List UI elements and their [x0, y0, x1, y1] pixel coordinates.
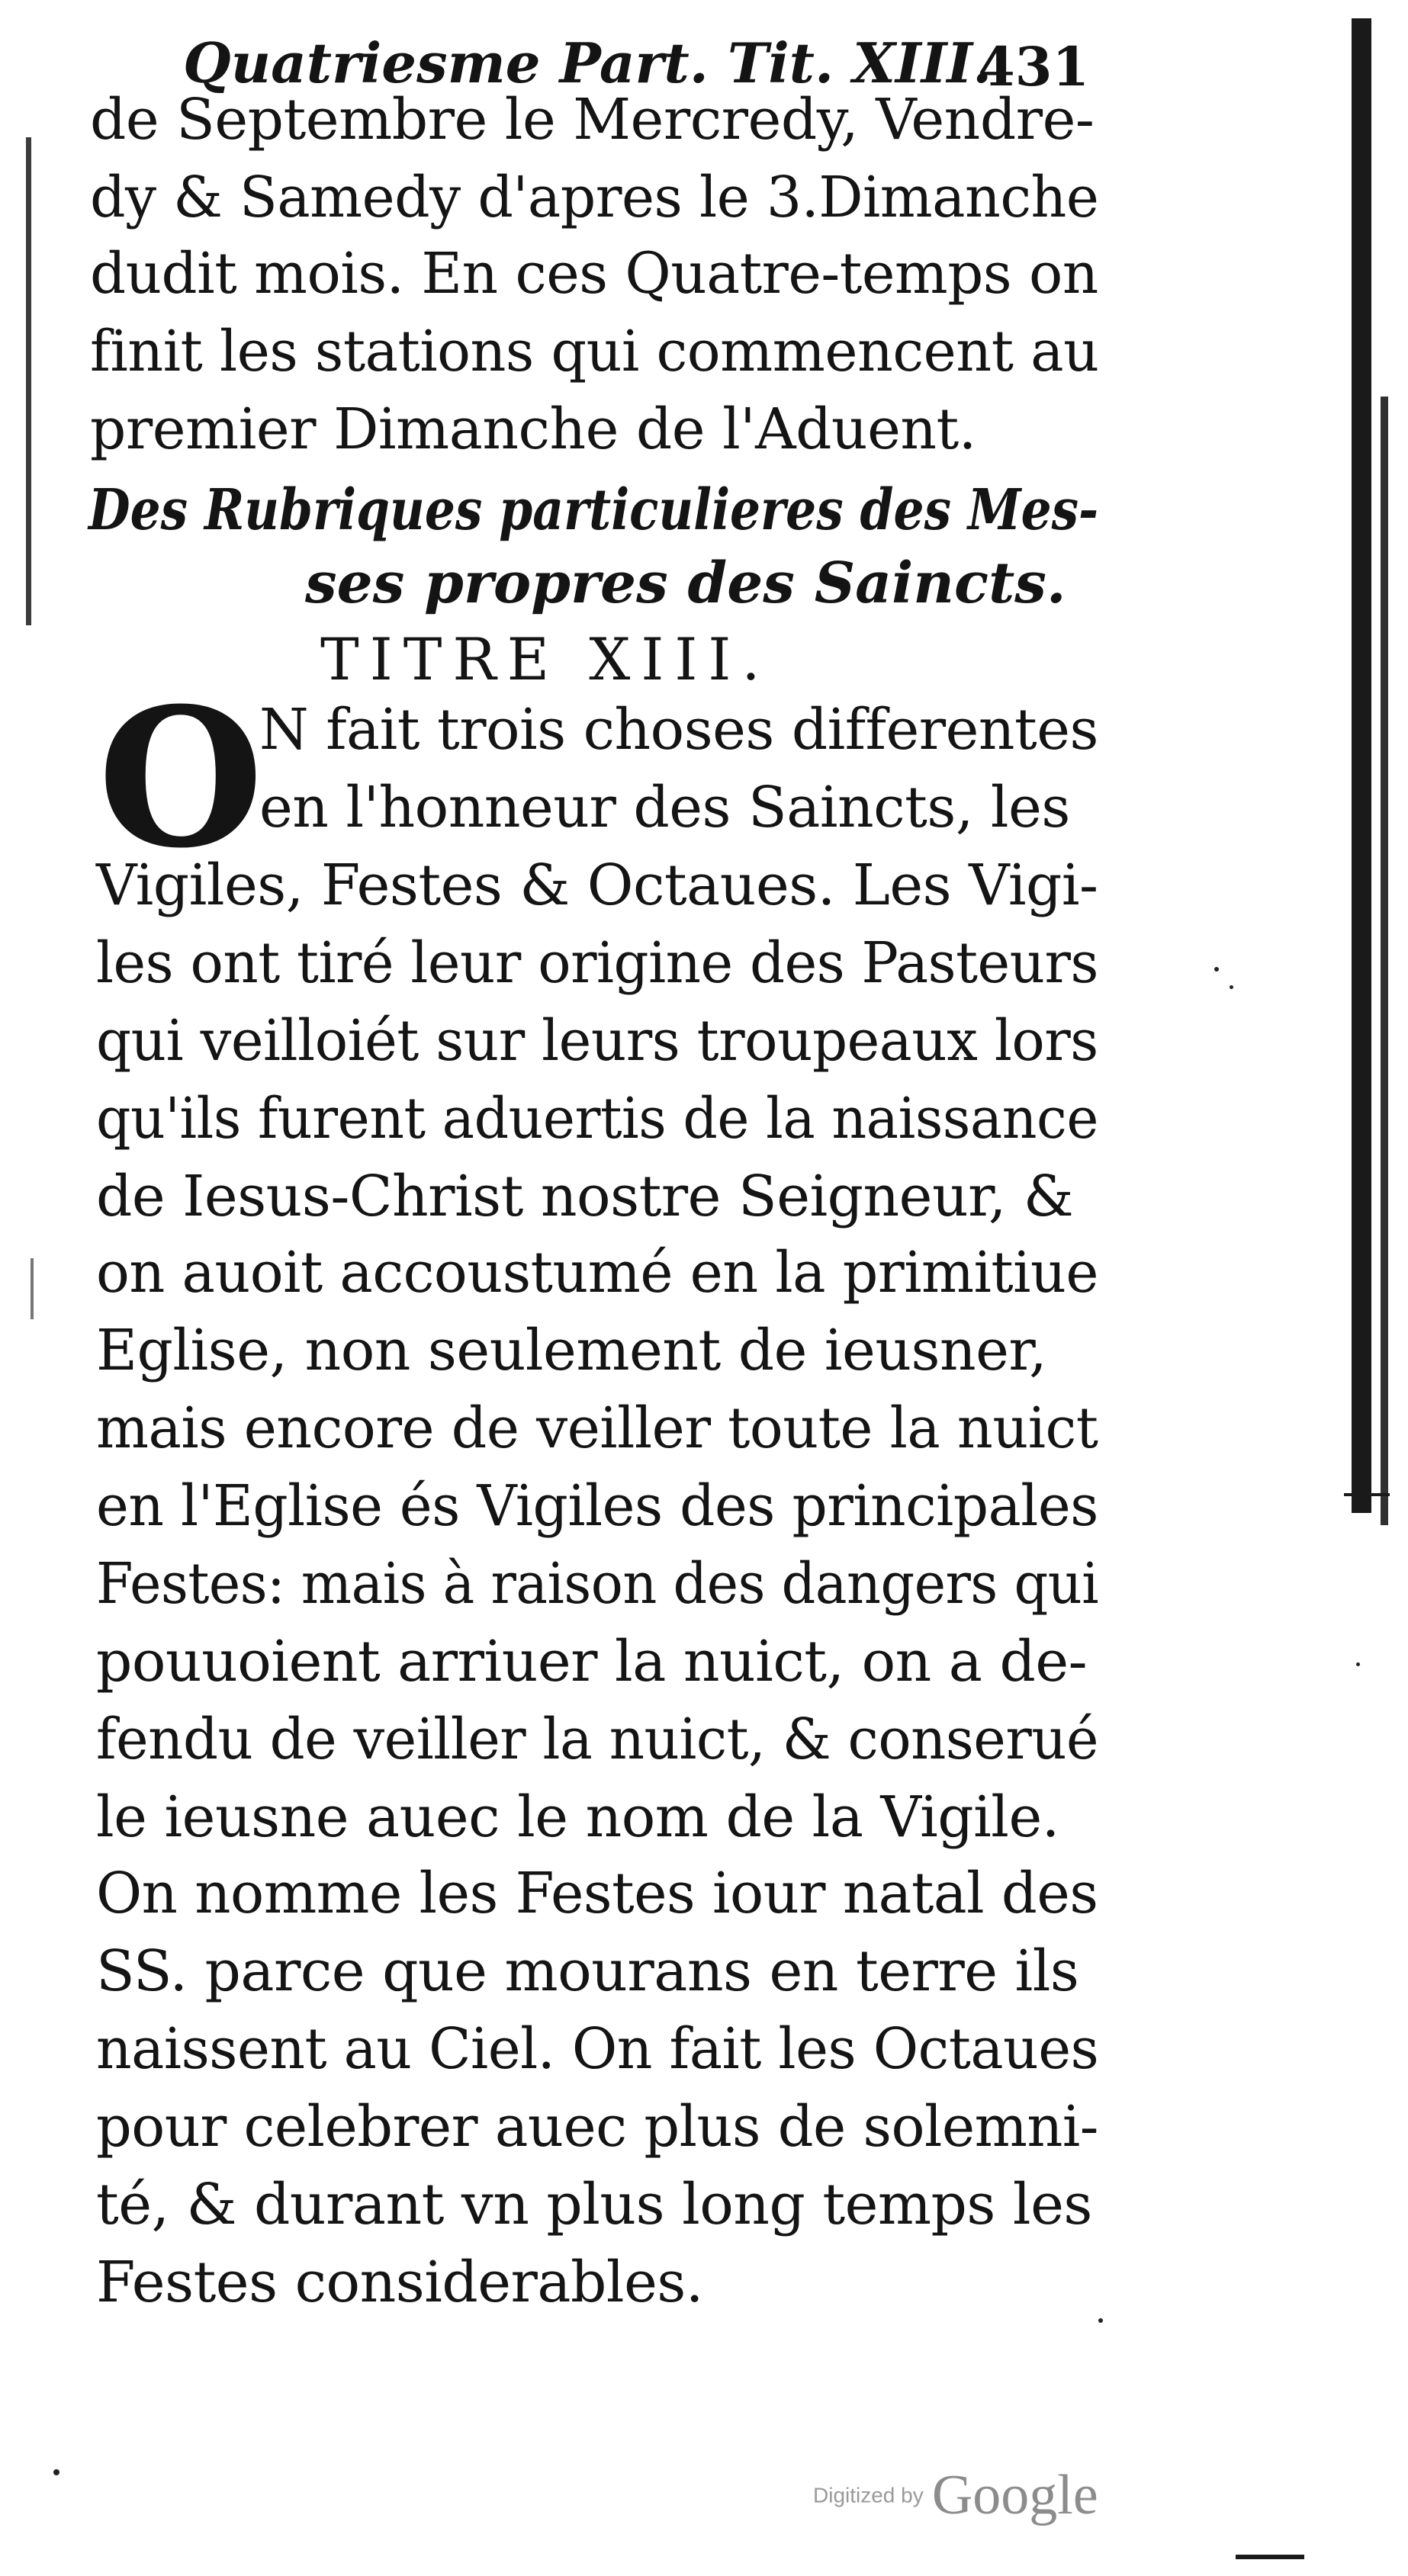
text-line: Vigiles, Festes & Octaues. Les Vigi- — [96, 853, 1098, 918]
watermark-prefix: Digitized by — [813, 2483, 924, 2507]
scan-edge-right-inner — [1381, 397, 1388, 1525]
text-line: le ieusne auec le nom de la Vigile. — [96, 1784, 1059, 1850]
scan-speck — [1356, 1662, 1360, 1666]
scan-edge-left — [26, 137, 31, 625]
scan-speck — [1214, 967, 1219, 972]
text-line: fendu de veiller la nuict, & conserué — [96, 1707, 1099, 1772]
scan-speck — [53, 2469, 59, 2475]
text-line: Festes: mais à raison des dangers qui — [96, 1551, 1099, 1617]
text-line: qu'ils furent aduertis de la naissance — [96, 1086, 1098, 1151]
scan-speck — [1230, 985, 1233, 989]
text-line: de Septembre le Mercredy, Vendre- — [90, 87, 1095, 153]
scan-bottom-rule — [1236, 2555, 1304, 2559]
text-line: de Iesus-Christ nostre Seigneur, & — [96, 1164, 1074, 1229]
running-head: Quatriesme Part. Tit. XIII. — [183, 31, 992, 95]
text-line: les ont tiré leur origine des Pasteurs — [96, 930, 1098, 996]
google-logo: Google — [931, 2464, 1098, 2526]
text-line: dudit mois. En ces Quatre-temps on — [90, 241, 1098, 307]
text-line: mais encore de veiller toute la nuict — [96, 1396, 1098, 1461]
text-line: pour celebrer auec plus de solemni- — [96, 2094, 1098, 2160]
text-line: pouuoient arriuer la nuict, on a de- — [96, 1629, 1088, 1694]
text-line: premier Dimanche de l'Aduent. — [90, 397, 976, 462]
text-line: finit les stations qui commencent au — [90, 319, 1099, 384]
text-line: qui veilloiét sur leurs troupeaux lors — [96, 1008, 1098, 1074]
scan-edge-rule — [1344, 1493, 1390, 1496]
text-line: naissent au Ciel. On fait les Octaues — [96, 2016, 1099, 2082]
text-line: en l'honneur des Saincts, les — [259, 775, 1070, 840]
drop-cap: O — [98, 666, 264, 890]
text-line: en l'Eglise és Vigiles des principales — [96, 1473, 1098, 1539]
text-line: N fait trois choses differentes — [259, 697, 1098, 763]
text-line: dy & Samedy d'apres le 3.Dimanche — [90, 165, 1099, 230]
page-number: 431 — [978, 35, 1090, 98]
text-line: SS. parce que mourans en terre ils — [96, 1938, 1079, 2004]
scan-speck — [1098, 2318, 1103, 2323]
text-line: on auoit accoustumé en la primitiue — [96, 1240, 1098, 1306]
scan-edge-right — [1352, 18, 1371, 1513]
text-line: Eglise, non seulement de ieusner, — [96, 1318, 1047, 1383]
scan-edge-left-mark — [31, 1258, 34, 1319]
page-title: TITRE XIII. — [320, 625, 771, 693]
section-heading-line: ses propres des Saincts. — [305, 551, 1066, 616]
text-line: On nomme les Festes iour natal des — [96, 1861, 1098, 1926]
section-heading-line: Des Rubriques particulieres des Mes- — [88, 477, 1099, 543]
text-line: Festes considerables. — [96, 2250, 703, 2315]
text-line: té, & durant vn plus long temps les — [96, 2172, 1092, 2237]
digitized-by-google-watermark — [813, 2463, 1098, 2528]
